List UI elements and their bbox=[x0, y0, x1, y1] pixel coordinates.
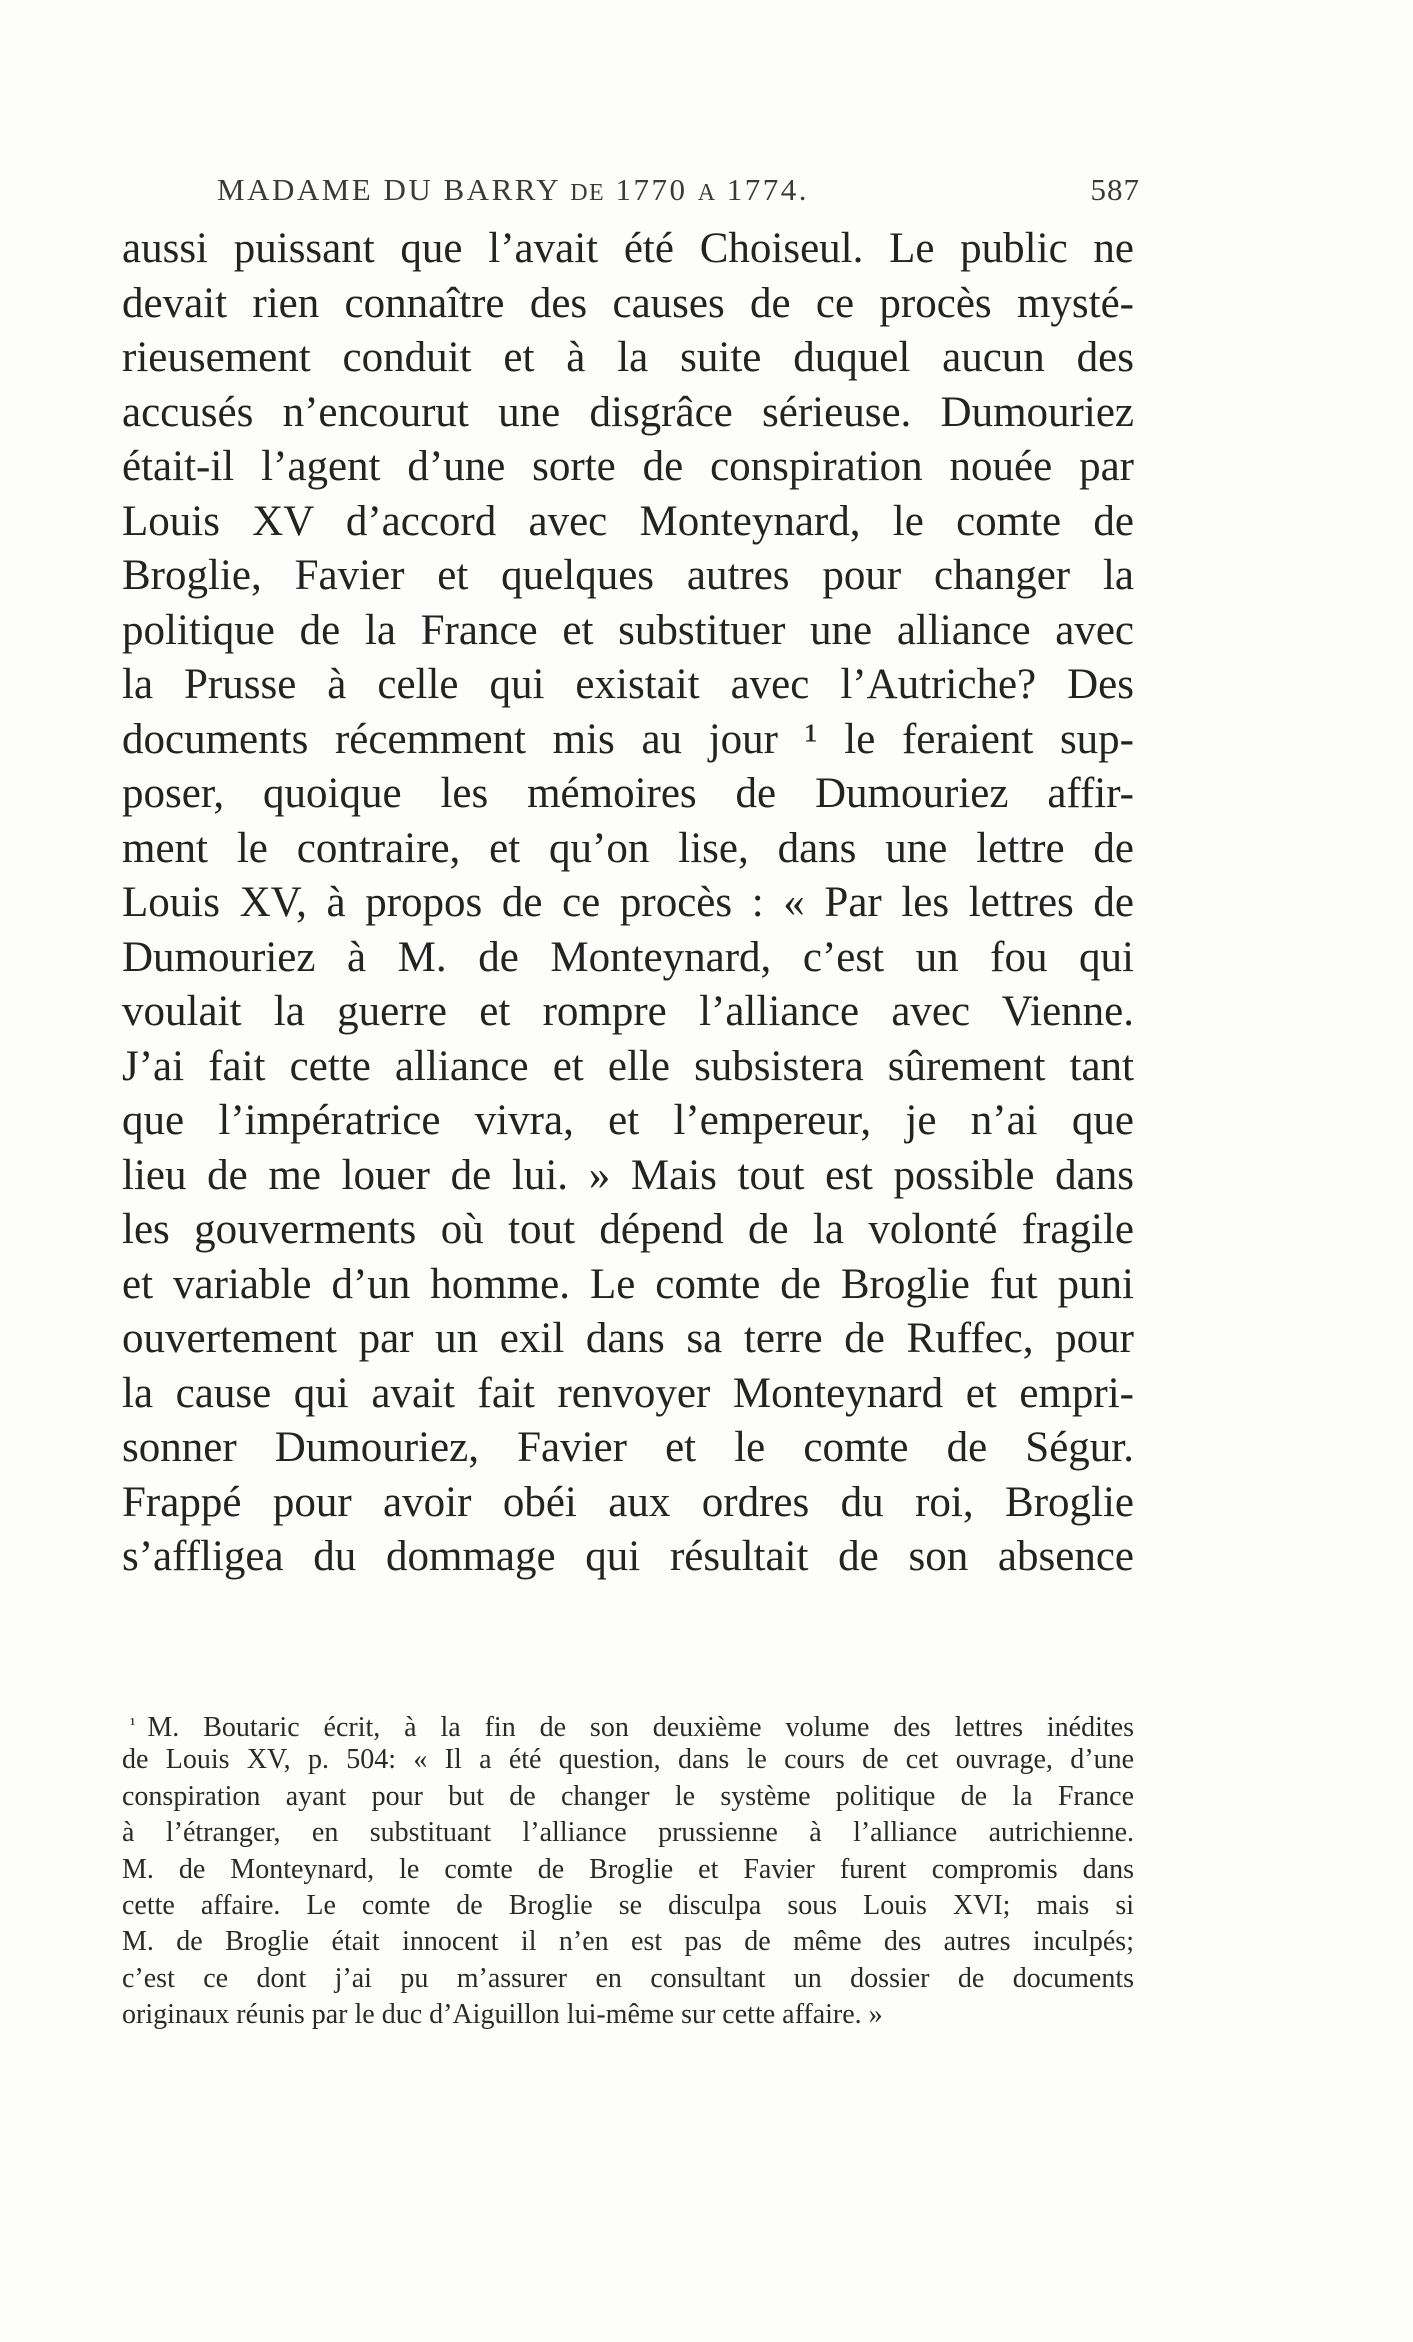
body-line: les gouverments où tout dépend de la volonté fragile bbox=[122, 1206, 1134, 1253]
body-line: poser, quoique les mémoires de Dumouriez affir- bbox=[122, 770, 1134, 817]
body-line: ouvertement par un exil dans sa terre de Ruffec, pour bbox=[122, 1315, 1134, 1362]
body-line: Broglie, Favier et quelques autres pour changer la bbox=[122, 552, 1134, 599]
footnote-line: originaux réunis par le duc d’Aiguillon lui-même sur cette affaire. » bbox=[122, 1999, 883, 2031]
body-line: la Prusse à celle qui existait avec l’Autriche? Des bbox=[122, 661, 1134, 708]
body-line: lieu de me louer de lui. » Mais tout est possible dans bbox=[122, 1151, 1134, 1199]
footnote-line: de Louis XV, p. 504: « Il a été question, dans le cours de cet ouvrage, d’une bbox=[122, 1744, 1134, 1776]
footnote-line: conspiration ayant pour but de changer le système politique de la France bbox=[122, 1780, 1134, 1812]
footnote-line: M. de Broglie était innocent il n’en est pas de même des autres inculpés; bbox=[122, 1926, 1134, 1958]
body-line: était-il l’agent d’une sorte de conspiration nouée par bbox=[122, 443, 1134, 490]
body-line: Louis XV d’accord avec Monteynard, le comte de bbox=[122, 497, 1134, 545]
running-title-part: MADAME DU BARRY bbox=[217, 172, 571, 207]
body-line: Frappé pour avoir obéi aux ordres du roi, Broglie bbox=[122, 1478, 1134, 1526]
body-text bbox=[122, 222, 1134, 1585]
running-head bbox=[185, 172, 1140, 216]
body-line: accusés n’encourut une disgrâce sérieuse. Dumouriez bbox=[122, 388, 1134, 436]
running-title-part: 1774. bbox=[716, 172, 810, 207]
running-title-part: A bbox=[697, 180, 717, 206]
body-line: sonner Dumouriez, Favier et le comte de Ségur. bbox=[122, 1424, 1134, 1471]
footnote bbox=[122, 1706, 1134, 2034]
footnote-line: c’est ce dont j’ai pu m’assurer en consultant un dossier de documents bbox=[122, 1962, 1134, 1994]
running-title bbox=[217, 172, 809, 208]
body-line: devait rien connaître des causes de ce procès mysté- bbox=[122, 279, 1134, 327]
body-line: documents récemment mis au jour ¹ le feraient sup- bbox=[122, 715, 1134, 763]
page-number: 587 bbox=[1090, 172, 1140, 207]
body-line: et variable d’un homme. Le comte de Broglie fut puni bbox=[122, 1260, 1134, 1308]
body-line: s’affligea du dommage qui résultait de son absence bbox=[122, 1533, 1134, 1580]
body-line: ment le contraire, et qu’on lise, dans une lettre de bbox=[122, 824, 1134, 872]
body-line: aussi puissant que l’avait été Choiseul. Le public ne bbox=[122, 225, 1134, 272]
running-title-part: DE bbox=[570, 180, 606, 206]
footnote-line bbox=[122, 1706, 1134, 1742]
body-line: Dumouriez à M. de Monteynard, c’est un fou qui bbox=[122, 933, 1134, 981]
body-line: politique de la France et substituer une alliance avec bbox=[122, 606, 1134, 654]
body-line: voulait la guerre et rompre l’alliance avec Vienne. bbox=[122, 988, 1134, 1035]
body-line: que l’impératrice vivra, et l’empereur, je n’ai que bbox=[122, 1097, 1134, 1144]
body-line: rieusement conduit et à la suite duquel aucun des bbox=[122, 334, 1134, 381]
footnote-line: à l’étranger, en substituant l’alliance prussienne à l’alliance autrichienne. bbox=[122, 1817, 1134, 1849]
footnote-line: cette affaire. Le comte de Broglie se disculpa sous Louis XVI; mais si bbox=[122, 1889, 1134, 1921]
footnote-marker: ¹ bbox=[130, 1714, 136, 1734]
footnote-line: M. de Monteynard, le comte de Broglie et Favier furent compromis dans bbox=[122, 1853, 1134, 1885]
body-line: J’ai fait cette alliance et elle subsistera sûrement tant bbox=[122, 1042, 1134, 1090]
body-line: la cause qui avait fait renvoyer Monteynard et empri- bbox=[122, 1369, 1134, 1417]
running-title-part: 1770 bbox=[605, 172, 698, 207]
footnote-line-text: M. Boutaric écrit, à la fin de son deuxième volume des lettres inédites bbox=[147, 1712, 1134, 1743]
body-line: Louis XV, à propos de ce procès : « Par les lettres de bbox=[122, 879, 1134, 926]
